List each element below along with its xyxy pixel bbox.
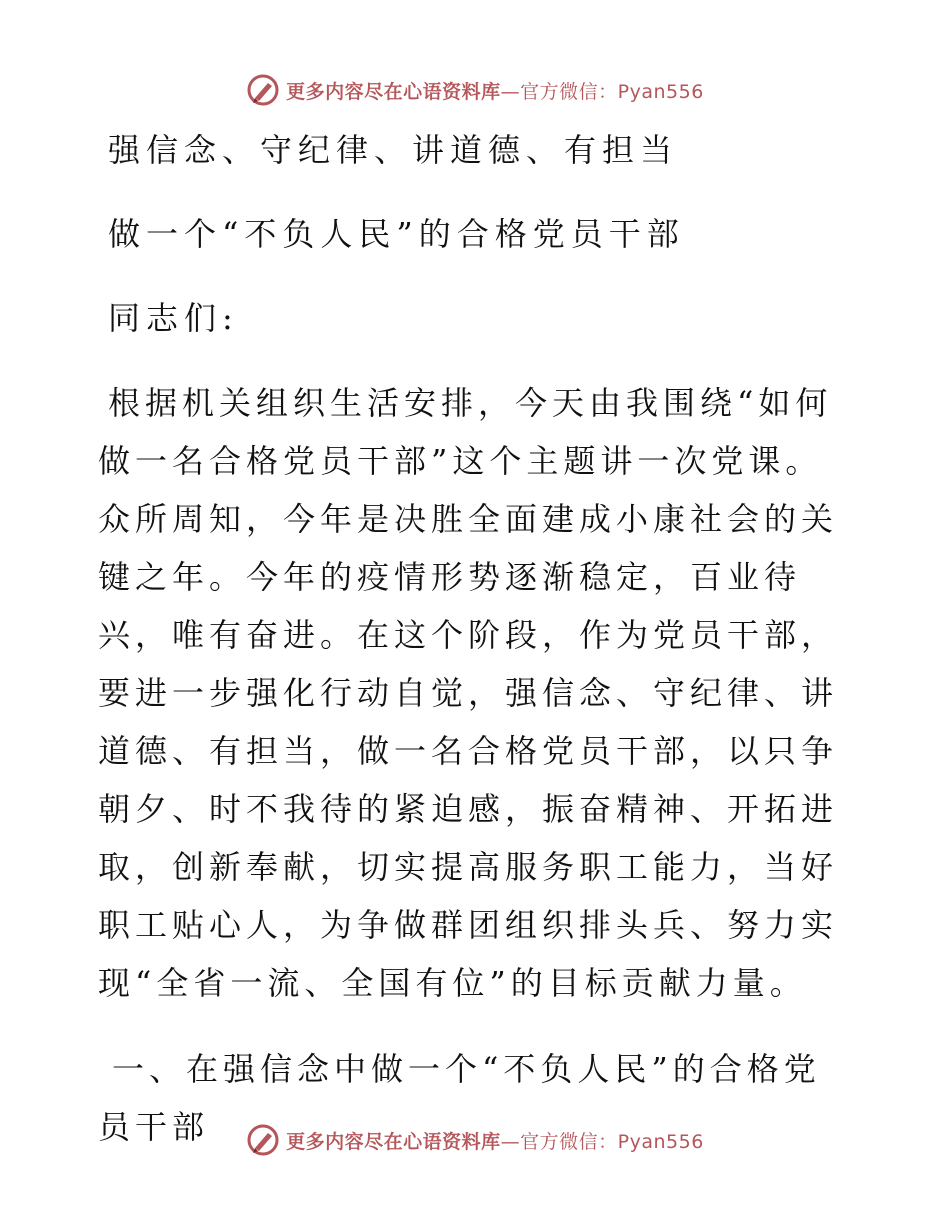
watermark-brand: 更多内容尽在心语资料库 bbox=[286, 80, 501, 103]
salutation: 同志们: bbox=[108, 299, 239, 337]
header-watermark bbox=[0, 70, 950, 110]
body-paragraph: 根据机关组织生活安排，今天由我围绕“如何做一名合格党员干部”这个主题讲一次党课。众所周知，今年是决胜全面建成小康社会的关键之年。今年的疫情形势逐渐稳定，百业待兴，唯有奋进。在这个阶段，作为党员干部，要进一步强化行动自觉，强信念、守纪律、讲道德、有担当，做一名合格党员干部，以只争朝夕、时不我待的紧迫感，振奋精神、开拓进取，创新奉献，切实提高服务职工能力，当好职工贴心人，为争做群团组织排头兵、努力实现“全省一流、全国有位”的目标贡献力量。 bbox=[98, 384, 839, 1002]
pen-circle-logo-icon bbox=[246, 73, 280, 107]
watermark-brand: 更多内容尽在心语资料库 bbox=[286, 1130, 501, 1153]
watermark-text bbox=[286, 77, 704, 104]
section-heading: 一、在强信念中做一个“不负人民”的合格党员干部 bbox=[98, 1050, 821, 1146]
document-body bbox=[98, 122, 850, 1156]
watermark-wechat: —官方微信：Pyan556 bbox=[500, 1130, 704, 1153]
pen-circle-logo-icon bbox=[246, 1123, 280, 1157]
watermark-text bbox=[286, 1127, 704, 1154]
footer-watermark bbox=[0, 1120, 950, 1160]
document-title-line-2: 做一个“不负人民”的合格党员干部 bbox=[108, 215, 685, 253]
document-title-line-1: 强信念、守纪律、讲道德、有担当 bbox=[108, 131, 679, 169]
watermark-wechat: —官方微信：Pyan556 bbox=[500, 80, 704, 103]
